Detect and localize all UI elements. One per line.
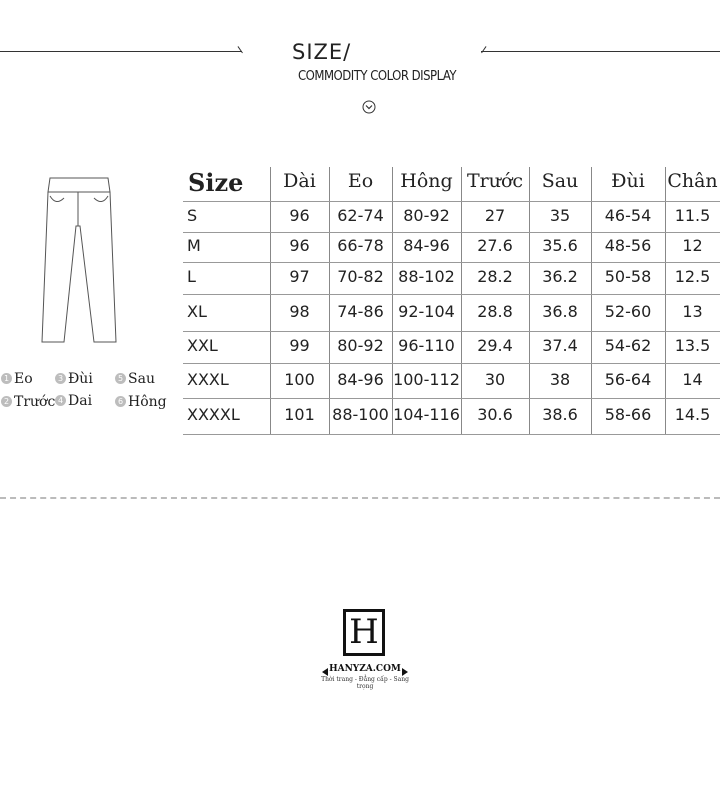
table-cell: 98 bbox=[289, 301, 310, 321]
table-cell: 30.6 bbox=[477, 405, 513, 424]
table-cell: 52-60 bbox=[604, 301, 652, 321]
table-cell: XL bbox=[187, 301, 207, 321]
table-cell: 96-110 bbox=[398, 336, 455, 355]
table-cell: 88-102 bbox=[398, 267, 455, 286]
brand-name: HANYZA.COM bbox=[320, 664, 410, 674]
table-cell: 104-116 bbox=[393, 405, 460, 424]
table-cell: 80-92 bbox=[403, 205, 450, 225]
table-cell: 30 bbox=[484, 369, 506, 389]
section-divider bbox=[0, 497, 720, 499]
header-right-tick bbox=[481, 46, 486, 53]
legend-item bbox=[1, 371, 33, 387]
table-cell: 36.2 bbox=[542, 267, 578, 286]
table-row-divider bbox=[183, 294, 720, 295]
table-cell: 14.5 bbox=[674, 405, 711, 424]
table-cell: 12.5 bbox=[674, 267, 711, 286]
table-cell: 54-62 bbox=[604, 336, 652, 355]
table-cell: 13 bbox=[682, 301, 703, 321]
table-row-divider bbox=[183, 262, 720, 263]
table-cell: 28.8 bbox=[477, 301, 513, 321]
legend-number: 5 bbox=[115, 373, 126, 384]
table-cell: 84-96 bbox=[337, 369, 384, 389]
table-header-cell: Dài bbox=[283, 170, 316, 192]
table-row-divider bbox=[183, 201, 720, 202]
table-cell: L bbox=[187, 267, 196, 286]
table-cell: 100-112 bbox=[393, 369, 460, 389]
section-title: SIZE/ bbox=[292, 40, 352, 64]
legend-number: 1 bbox=[1, 373, 12, 384]
table-cell: 48-56 bbox=[604, 236, 652, 255]
table-cell: 66-78 bbox=[337, 236, 384, 255]
table-cell: 50-58 bbox=[604, 267, 652, 286]
table-cell: 14 bbox=[682, 369, 703, 389]
table-cell: 97 bbox=[289, 267, 310, 286]
legend-item bbox=[1, 394, 55, 410]
chevron-down-circle-icon bbox=[362, 100, 376, 114]
table-header-cell: Size bbox=[188, 168, 244, 197]
table-cell: M bbox=[187, 236, 201, 255]
legend-number: 6 bbox=[115, 396, 126, 407]
table-cell: 38.6 bbox=[542, 405, 578, 424]
table-header-cell: Sau bbox=[541, 170, 579, 192]
table-cell: XXXL bbox=[187, 369, 229, 389]
table-header-cell: Trước bbox=[466, 170, 524, 192]
table-cell: 58-66 bbox=[604, 405, 652, 424]
table-cell: XXXXL bbox=[187, 405, 240, 424]
table-cell: 27.6 bbox=[477, 236, 513, 255]
legend-item bbox=[55, 371, 93, 387]
table-cell: 12 bbox=[682, 236, 703, 255]
table-row-divider bbox=[183, 331, 720, 332]
table-cell: 13.5 bbox=[674, 336, 711, 355]
table-cell: 46-54 bbox=[604, 205, 652, 225]
table-cell: 84-96 bbox=[403, 236, 450, 255]
table-row-divider bbox=[183, 363, 720, 364]
table-cell: 70-82 bbox=[337, 267, 384, 286]
header-left-rule bbox=[0, 51, 242, 52]
legend-number: 2 bbox=[1, 396, 12, 407]
table-cell: 38 bbox=[549, 369, 571, 389]
table-cell: 27 bbox=[484, 205, 506, 225]
table-cell: 80-92 bbox=[337, 336, 384, 355]
table-cell: 62-74 bbox=[337, 205, 384, 225]
table-header-cell: Đùi bbox=[611, 170, 645, 192]
table-header-cell: Hông bbox=[400, 170, 453, 192]
table-cell: S bbox=[187, 205, 198, 225]
section-subtitle: COMMODITY COLOR DISPLAY bbox=[298, 69, 457, 84]
table-cell: 37.4 bbox=[542, 336, 578, 355]
legend-label: Trước bbox=[14, 394, 56, 410]
header-left-tick bbox=[238, 46, 243, 53]
legend-item bbox=[115, 371, 155, 387]
table-cell: 11.5 bbox=[674, 205, 711, 225]
table-cell: 101 bbox=[284, 405, 315, 424]
table-cell: 99 bbox=[289, 336, 310, 355]
table-header-cell: Eo bbox=[347, 170, 374, 192]
table-cell: 36.8 bbox=[542, 301, 578, 321]
legend-item bbox=[55, 393, 92, 409]
table-cell: 56-64 bbox=[604, 369, 652, 389]
table-cell: 88-100 bbox=[332, 405, 389, 424]
brand-logo: H bbox=[343, 609, 385, 656]
header-right-rule bbox=[481, 51, 720, 52]
table-cell: 35.6 bbox=[542, 236, 578, 255]
brand-tagline: Thời trang - Đẳng cấp - Sang trọng bbox=[321, 676, 409, 690]
table-cell: 35 bbox=[549, 205, 571, 225]
legend-label: Eo bbox=[14, 371, 33, 387]
legend-label: Sau bbox=[128, 371, 155, 387]
legend-label: Hông bbox=[128, 394, 167, 410]
legend-label: Đùi bbox=[68, 371, 93, 387]
legend-number: 4 bbox=[55, 395, 66, 406]
table-cell: 96 bbox=[289, 205, 310, 225]
pants-illustration-icon bbox=[36, 174, 122, 346]
table-cell: 92-104 bbox=[398, 301, 455, 321]
legend-item bbox=[115, 394, 167, 410]
table-header-cell: Chân bbox=[667, 170, 718, 192]
table-cell: XXL bbox=[187, 336, 218, 355]
table-row-divider bbox=[183, 232, 720, 233]
table-row-divider bbox=[183, 398, 720, 399]
table-cell: 28.2 bbox=[477, 267, 513, 286]
legend-number: 3 bbox=[55, 373, 66, 384]
table-cell: 29.4 bbox=[477, 336, 513, 355]
table-cell: 100 bbox=[284, 369, 315, 389]
table-cell: 74-86 bbox=[337, 301, 384, 321]
table-row-divider bbox=[183, 434, 720, 435]
table-cell: 96 bbox=[289, 236, 310, 255]
legend-label: Dai bbox=[68, 393, 93, 409]
